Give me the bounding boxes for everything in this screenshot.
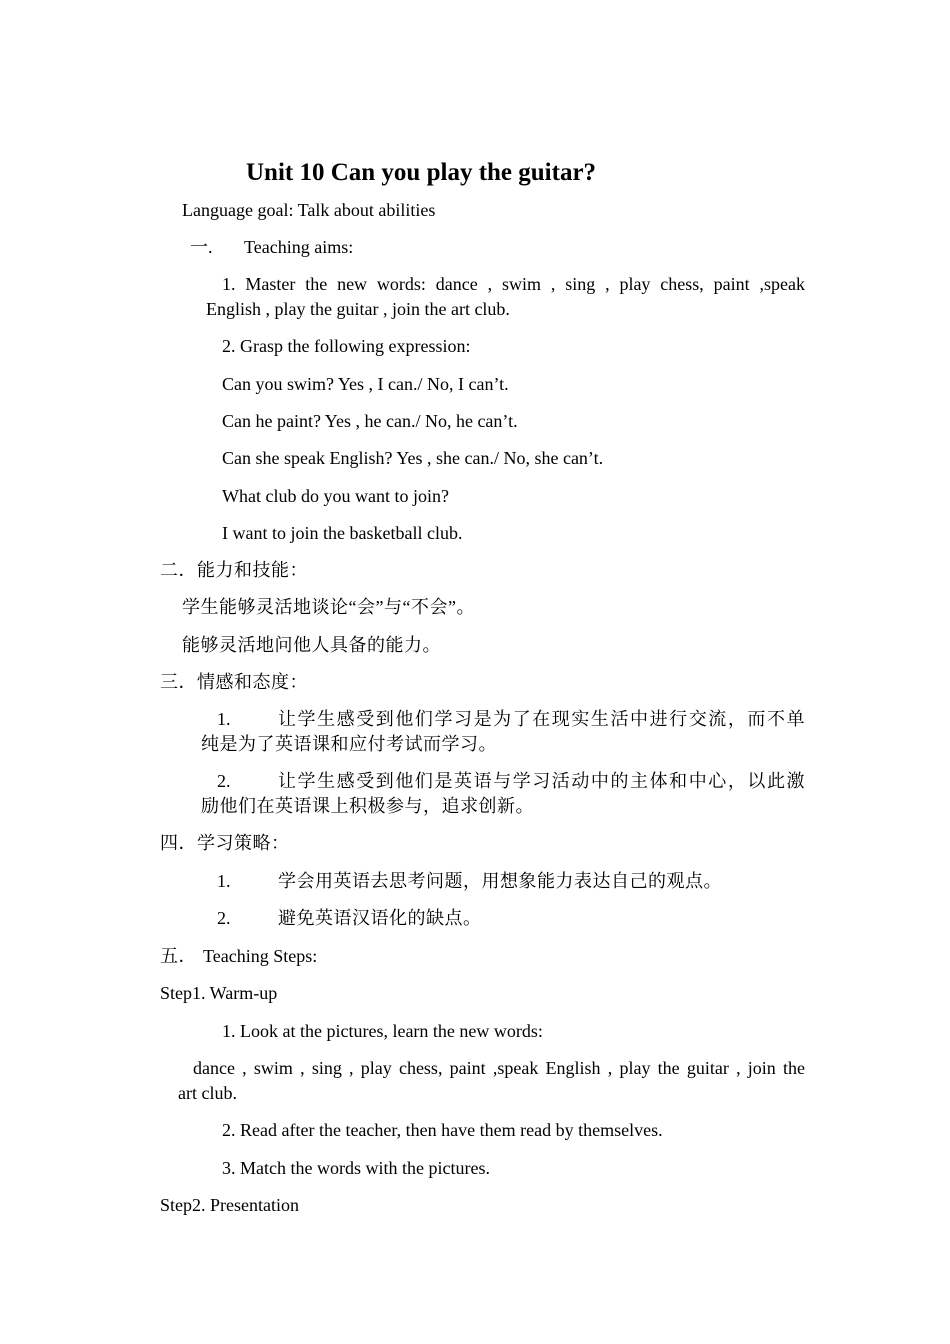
step1-heading: Step1. Warm-up	[160, 983, 278, 1003]
section2-line: 能够灵活地问他人具备的能力。	[182, 635, 441, 655]
section4-item1-number: 1.	[217, 871, 231, 891]
aim2: 2. Grasp the following expression:	[222, 336, 471, 356]
section3-item1-number: 1.	[217, 709, 231, 729]
step1-item3: 3. Match the words with the pictures.	[222, 1158, 490, 1178]
expression-line: Can she speak English? Yes , she can./ No, she can’t.	[222, 448, 604, 468]
vocabulary-line1: dance , swim , sing , play chess, paint ,speak English , play the guitar , join the	[193, 1058, 805, 1078]
section4-item2: 避免英语汉语化的缺点。	[278, 908, 482, 928]
step1-item2: 2. Read after the teacher, then have them read by themselves.	[222, 1120, 663, 1140]
page-title: Unit 10 Can you play the guitar?	[246, 159, 597, 186]
section3-item1-line1: 让学生感受到他们学习是为了在现实生活中进行交流，而不单	[278, 709, 805, 729]
section3-heading: 三．情感和态度：	[160, 672, 308, 692]
section5-heading: Teaching Steps:	[203, 946, 318, 966]
section4-item2-number: 2.	[217, 908, 231, 928]
section3-item2-line2: 励他们在英语课上积极参与，追求创新。	[201, 796, 534, 816]
expression-line: Can you swim? Yes , I can./ No, I can’t.	[222, 374, 509, 394]
section5-marker: 五．	[160, 946, 197, 966]
expression-line: Can he paint? Yes , he can./ No, he can’t.	[222, 411, 518, 431]
expression-line: I want to join the basketball club.	[222, 523, 463, 543]
section1-heading: Teaching aims:	[244, 237, 354, 257]
vocabulary-line2: art club.	[178, 1083, 237, 1103]
aim1-line1: 1. Master the new words: dance , swim , sing , play chess, paint ,speak	[222, 274, 805, 294]
section2-line: 学生能够灵活地谈论“会”与“不会”。	[182, 597, 475, 617]
section2-heading: 二．能力和技能：	[160, 560, 308, 580]
language-goal: Language goal: Talk about abilities	[182, 200, 436, 220]
step2-heading: Step2. Presentation	[160, 1195, 299, 1215]
step1-item1: 1. Look at the pictures, learn the new words:	[222, 1021, 543, 1041]
expression-line: What club do you want to join?	[222, 486, 449, 506]
section1-marker: 一.	[190, 237, 213, 257]
section4-heading: 四．学习策略：	[160, 833, 290, 853]
section4-item1: 学会用英语去思考问题，用想象能力表达自己的观点。	[278, 871, 722, 891]
section3-item1-line2: 纯是为了英语课和应付考试而学习。	[201, 734, 497, 754]
aim1-line2: English , play the guitar , join the art club.	[206, 299, 510, 319]
section3-item2-line1: 让学生感受到他们是英语与学习活动中的主体和中心，以此激	[278, 771, 805, 791]
section3-item2-number: 2.	[217, 771, 231, 791]
